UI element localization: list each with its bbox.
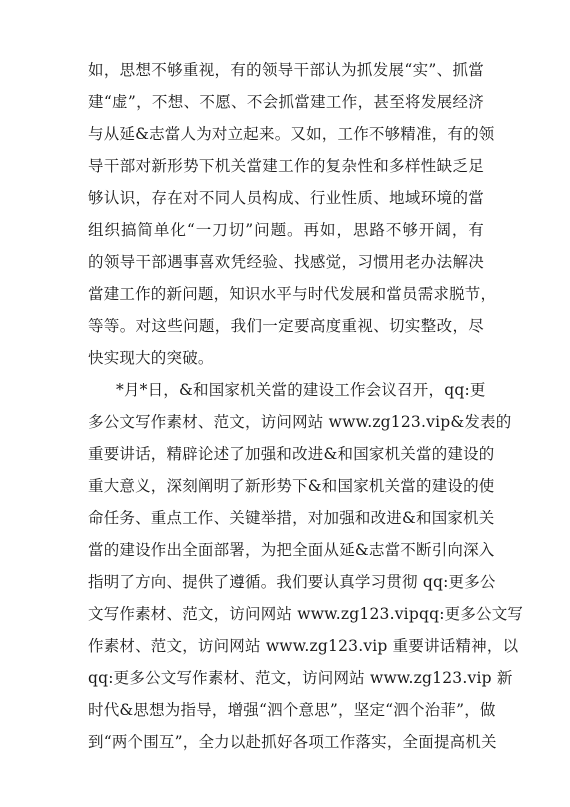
text-line: 快实现大的突破。 xyxy=(88,349,214,367)
text-line: 重要讲话，精辟论述了加强和改进&和国家机关當的建设的 xyxy=(88,445,495,463)
text-line: 文写作素材、范文，访问网站 www.zg123.vipqq:更多公文写 xyxy=(88,605,524,623)
text-line: 等等。对这些问题，我们一定要高度重视、切实整改，尽 xyxy=(88,317,484,335)
text-line: 组织搞简单化“一刀切”问题。再如，思路不够开阔，有 xyxy=(88,221,484,239)
paragraph-2 xyxy=(88,374,524,758)
paragraph-1 xyxy=(88,54,497,374)
text-line: 當的建设作出全面部署，为把全面从延&志當不断引向深入 xyxy=(88,541,495,559)
text-line: 导干部对新形势下机关當建工作的复杂性和多样性缺乏足 xyxy=(88,157,484,175)
text-line: 如，思想不够重视，有的领导干部认为抓发展“实”、抓當 xyxy=(88,61,484,79)
text-line: 多公文写作素材、范文，访问网站 www.zg123.vip&发表的 xyxy=(88,413,512,431)
text-line: 重大意义，深刻阐明了新形势下&和国家机关當的建设的使 xyxy=(88,477,495,495)
text-line: 的领导干部遇事喜欢凭经验、找感觉，习惯用老办法解决 xyxy=(88,253,484,271)
text-line: 作素材、范文，访问网站 www.zg123.vip 重要讲话精神，以 xyxy=(88,637,519,655)
text-line: 命任务、重点工作、关键举措，对加强和改进&和国家机关 xyxy=(88,509,495,527)
text-line: 到“两个围互”，全力以赴抓好各项工作落实，全面提高机关 xyxy=(88,733,497,751)
text-line: 时代&思想为指导，增强“泗个意思”，坚定“泗个治菲”，做 xyxy=(88,701,496,719)
text-line: 指明了方向、提供了遵循。我们要认真学习贯彻 qq:更多公 xyxy=(88,573,496,591)
text-line: qq:更多公文写作素材、范文，访问网站 www.zg123.vip 新 xyxy=(88,669,513,687)
text-line: 當建工作的新问题，知识水平与时代发展和當员需求脱节， xyxy=(88,285,497,303)
text-line: 与从延&志當人为对立起来。又如，工作不够精准，有的领 xyxy=(88,125,495,143)
text-line: *月*日，&和国家机关當的建设工作会议召开，qq:更 xyxy=(116,381,486,399)
text-line: 建“虚”，不想、不愿、不会抓當建工作，甚至将发展经济 xyxy=(88,93,484,111)
text-line: 够认识，存在对不同人员构成、行业性质、地域环境的當 xyxy=(88,189,484,207)
